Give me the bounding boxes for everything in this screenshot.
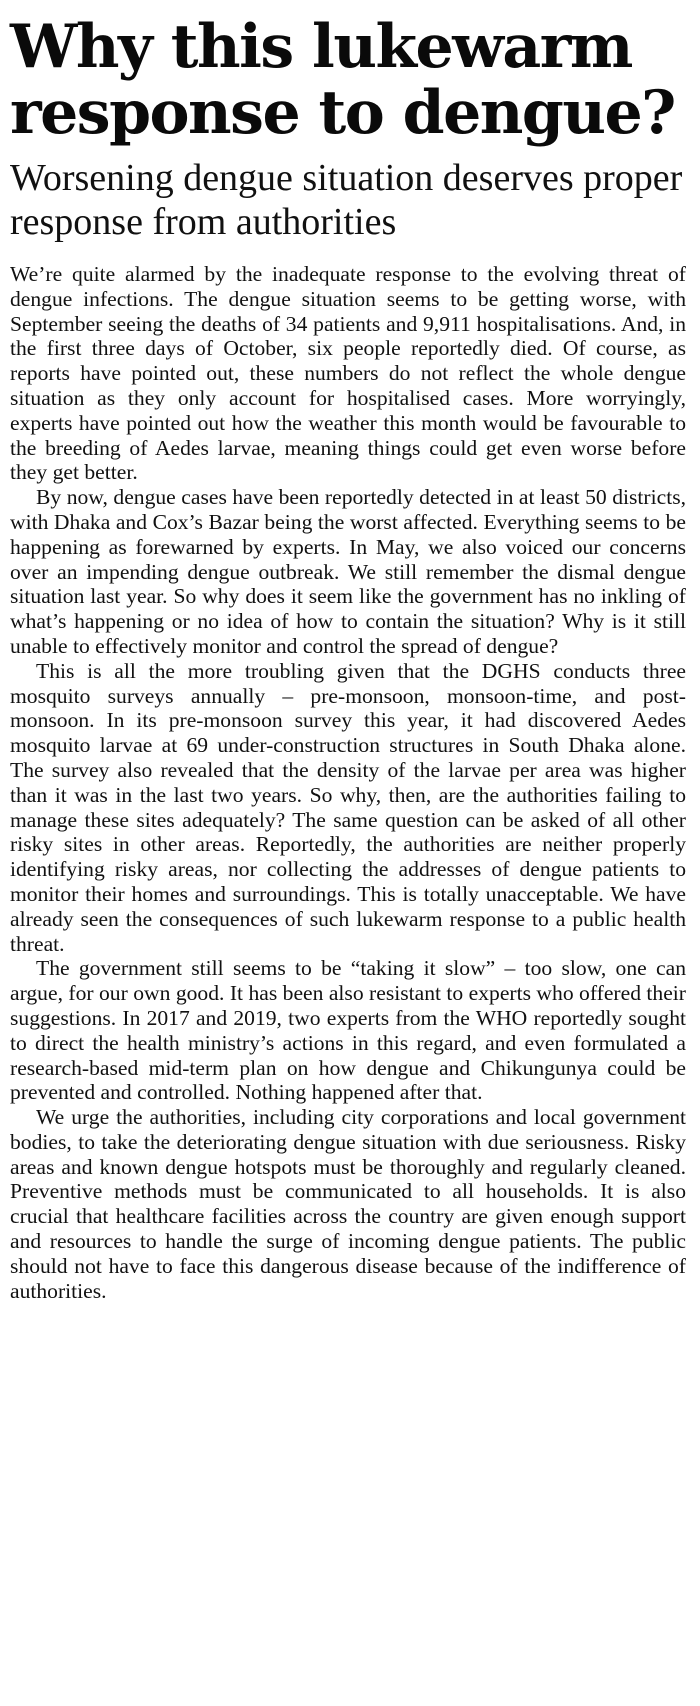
paragraph-5: We urge the authorities, including city corporations and local government bodies, to take the deteriorating dengue situation with due seriousness. Risky areas and known dengue hotspots must be thoroughly and regularly cleaned. Preventive methods must be communicated to all households. It is also crucial that healthcare facilities across the country are given enough support and resources to handle the surge of incoming dengue patients. The public should not have to face this dangerous disease because of the indifference of authorities.: [10, 1105, 686, 1303]
headline: Why this lukewarm response to dengue?: [10, 12, 675, 148]
paragraph-2: By now, dengue cases have been reportedly detected in at least 50 districts, with Dhaka and Cox’s Bazar being the worst affected. Everything seems to be happening as forewarned by experts. In May, we also voiced our concerns over an impending dengue outbreak. We still remember the dismal dengue situation last year. So why does it seem like the government has no inkling of what’s happening or no idea of how to contain the situation? Why is it still unable to effectively monitor and control the spread of dengue?: [10, 485, 686, 658]
paragraph-1: We’re quite alarmed by the inadequate response to the evolving threat of dengue infections. The dengue situation seems to be getting worse, with September seeing the deaths of 34 patients and 9,911 hospitalisations. And, in the first three days of October, six people reportedly died. Of course, as reports have pointed out, these numbers do not reflect the whole dengue situation as they only account for hospitalised cases. More worryingly, experts have pointed out how the weather this month would be favourable to the breeding of Aedes larvae, meaning things could get even worse before they get better.: [10, 262, 686, 485]
paragraph-4: The government still seems to be “taking it slow” – too slow, one can argue, for our own good. It has been also resistant to experts who offered their suggestions. In 2017 and 2019, two experts from the WHO reportedly sought to direct the health ministry’s actions in this regard, and even formulated a research-based mid-term plan on how dengue and Chikungunya could be prevented and controlled. Nothing happened after that.: [10, 956, 686, 1105]
subheadline: Worsening dengue situation deserves proper response from authorities: [10, 157, 683, 243]
paragraph-3: This is all the more troubling given that the DGHS conducts three mosquito surveys annually – pre-monsoon, monsoon-time, and post-monsoon. In its pre-monsoon survey this year, it had discovered Aedes mosquito larvae at 69 under-construction structures in South Dhaka alone. The survey also revealed that the density of the larvae per area was higher than it was in the last two years. So why, then, are the authorities failing to manage these sites adequately? The same question can be asked of all other risky sites in other areas. Reportedly, the authorities are neither properly identifying risky areas, nor collecting the addresses of dengue patients to monitor their homes and surroundings. This is totally unacceptable. We have already seen the consequences of such lukewarm response to a public health threat.: [10, 658, 686, 956]
article-body: [0, 262, 700, 1303]
